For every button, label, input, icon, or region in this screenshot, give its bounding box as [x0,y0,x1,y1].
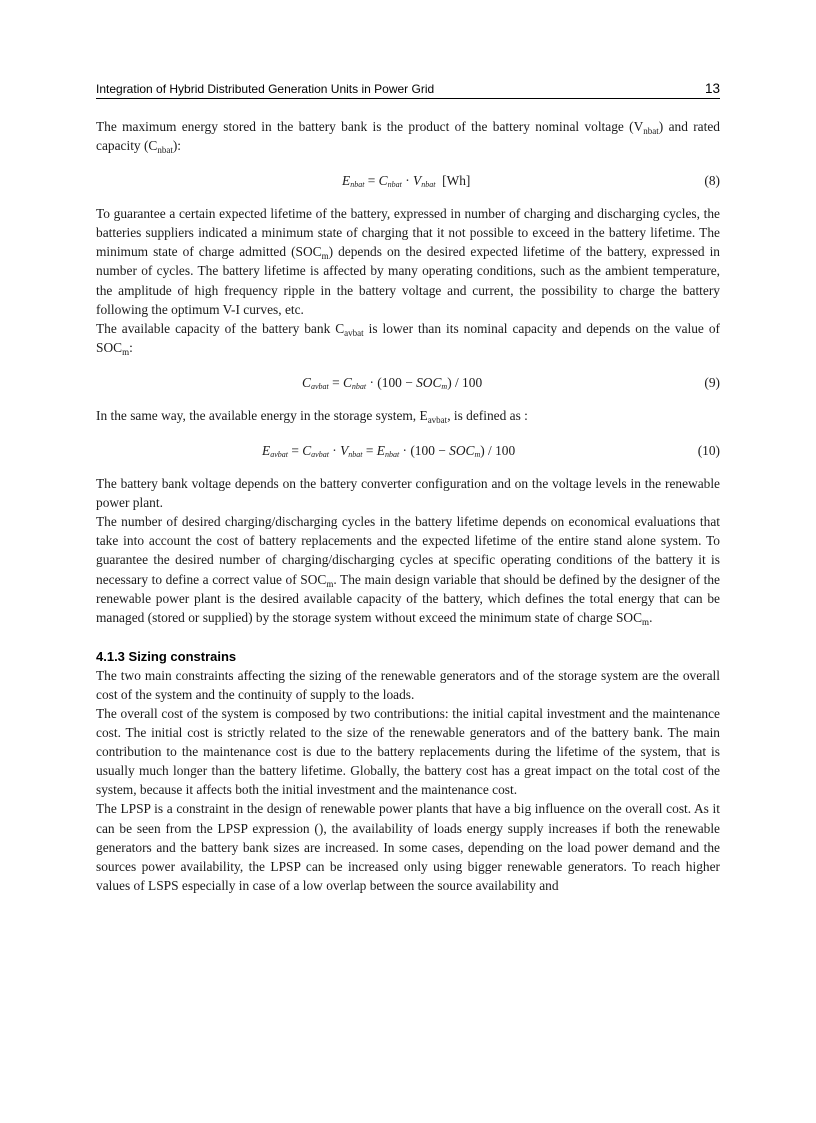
paragraph-overall-cost: The overall cost of the system is composed by two contributions: the initial capital investment and the maintenance cost. The initial cost is strictly related to the size of the renewable generators and of the battery bank. The main contribution to the maintenance cost is due to the battery replacements during the lifetime of the system, that is usually much longer than the battery lifetime. Globally, the battery cost has a great impact on the total cost of the system, because it affects both the initial investment and the maintenance cost. [96,705,720,798]
page [96,78,720,895]
paragraph-charging-cycles: The number of desired charging/discharging cycles in the battery lifetime depends on economical evaluations that take into account the cost of battery replacements and the expected lifetime of the entire stand alone system. To guarantee the desired number of charging/discharging cycles at specific operating conditions of the battery it is necessary to define a correct value of $SOC_m$. The main design variable that should be defined by the designer of the renewable power plant is the desired available capacity of the battery, which defines the total energy that can be managed (stored or supplied) by the storage system without exceed the minimum state of charge $SOC_m$. [96,514,720,627]
equation-9 [96,373,720,392]
equation-8-number: (8) [704,173,720,189]
paragraph-lpsp: The LPSP is a constraint in the design of renewable power plants that have a big influence on the overall cost. As it can be seen from the LPSP expression (), the availability of loads energy supply increases if both the renewable generators and the battery bank sizes are increased. In some cases, depending on the load power demand and the sources power availability, the LPSP can be increased only using bigger renewable generators. To reach higher values of LSPS especially in case of a low overlap between the source availability and [96,801,720,893]
paragraph-bank-voltage: The battery bank voltage depends on the battery converter configuration and on the voltage levels in the renewable power plant. [96,476,720,511]
equation-10-number: (10) [697,443,720,459]
running-title: Integration of Hybrid Distributed Generation Units in Power Grid [96,82,435,96]
paragraph-minimum-soc: To guarantee a certain expected lifetime of the battery, expressed in number of charging and discharging cycles, the batteries suppliers indicated a minimum state of charging that it not possible to exceed in the battery lifetime. The minimum state of charge admitted $(SOC_m)$ depends on the desired expected lifetime of the battery, expressed in number of cycles. The battery lifetime is affected by many operating conditions, such as the ambient temperature, the amplitude of high frequency ripple in the battery voltage and current, the possibility to charge the battery following the optimum V-I curves, etc. [96,206,721,317]
section-heading: 4.1.3 Sizing constrains [96,648,237,664]
equation-8-formula: $E_{nbat} = C_{nbat} \cdot V_{nbat}$ [Wh] [342,173,471,190]
equation-9-number: (9) [704,374,720,390]
equation-8 [96,171,720,190]
body-text [96,117,720,895]
paragraph-available-capacity: The available capacity of the battery bank $C_{avbat}$ is lower than its nominal capacity and depends on the value of $SOC_m$: [96,320,720,357]
page-number: 13 [704,81,720,96]
equation-9-formula: $C_{avbat} = C_{nbat} \cdot (100 - SOC_m) / 100$ [302,374,483,391]
paragraph-available-energy: In the same way, the available energy in the storage system, $E_{avbat}$, is defined as : [96,407,528,425]
paragraph-stored-energy: The maximum energy stored in the battery bank is the product of the battery nominal voltage $(V_{nbat})$ and rated capacity $(C_{nbat})$: [96,119,720,156]
running-header [96,78,720,99]
paragraph-main-constraints: The two main constraints affecting the sizing of the renewable generators and of the storage system are the overall cost of the system and the continuity of supply to the loads. [96,667,720,702]
equation-10-formula: $E_{avbat} = C_{avbat} \cdot V_{nbat} = E_{nbat} \cdot (100 - SOC_m) / 100$ [262,443,516,460]
equation-10 [96,441,720,460]
